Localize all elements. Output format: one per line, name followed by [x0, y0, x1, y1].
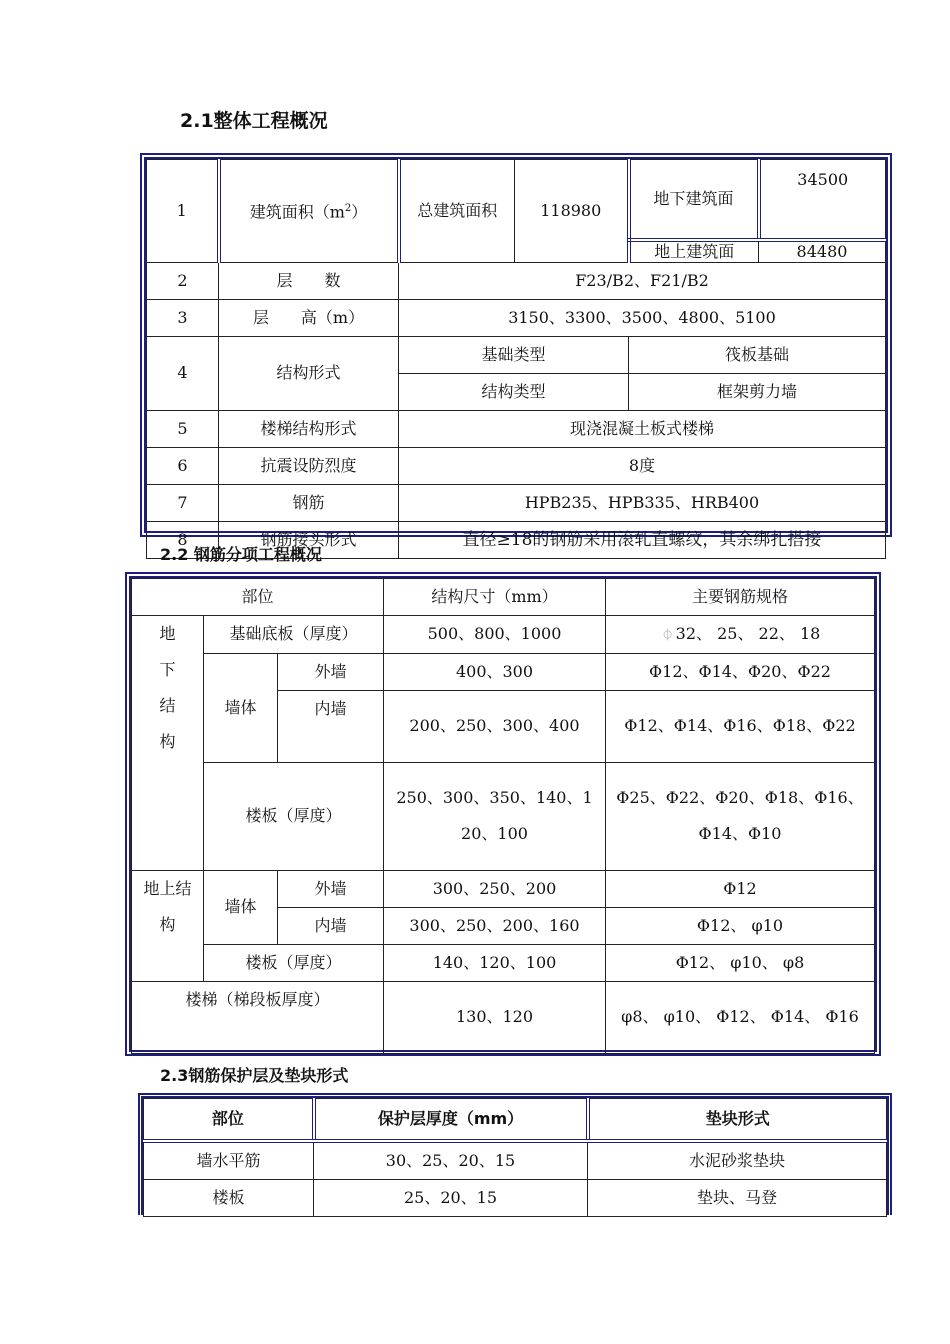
column-header: 部位 [132, 579, 384, 616]
row-label: 墙水平筋 [144, 1141, 314, 1180]
section-heading-rebar: 2.2 钢筋分项工程概况 [160, 545, 322, 564]
block-cell: 水泥砂浆垫块 [588, 1141, 887, 1180]
row-sublabel: 地下建筑面 [629, 160, 759, 240]
row-label: 内墙 [278, 907, 384, 944]
row-number: 7 [147, 484, 219, 521]
row-number: 1 [147, 160, 219, 263]
size-cell: 130、120 [384, 981, 606, 1053]
block-cell: 垫块、马登 [588, 1179, 887, 1216]
row-label: 墙体 [204, 653, 278, 762]
row-label: 墙体 [204, 870, 278, 944]
column-header: 保护层厚度（mm） [314, 1099, 588, 1141]
row-value: 直径≥18的钢筋采用滚轧直螺纹，其余绑扎搭接 [399, 521, 886, 558]
column-header: 垫块形式 [588, 1099, 887, 1141]
spec-cell: ⏀ 32、 25、 22、 18 [606, 616, 875, 654]
row-label: 楼板（厚度） [204, 762, 384, 870]
spec-cell: Φ12、Φ14、Φ16、Φ18、Φ22 [606, 690, 875, 762]
column-header: 主要钢筋规格 [606, 579, 875, 616]
row-sublabel: 总建筑面积 [399, 160, 515, 263]
row-label: 结构形式 [219, 336, 399, 410]
row-label: 内墙 [278, 690, 384, 762]
column-header: 部位 [144, 1099, 314, 1141]
row-label: 钢筋接头形式 [219, 521, 399, 558]
overview-table [140, 153, 892, 550]
size-cell: 250、300、350、140、120、100 [384, 762, 606, 870]
row-label: 层 高（m） [219, 299, 399, 336]
size-cell: 300、250、200、160 [384, 907, 606, 944]
row-label: 楼板 [144, 1179, 314, 1216]
row-label: 层 数 [219, 262, 399, 299]
row-value: 3150、3300、3500、4800、5100 [399, 299, 886, 336]
row-number: 6 [147, 447, 219, 484]
row-label: 外墙 [278, 870, 384, 907]
cover-cell: 30、25、20、15 [314, 1141, 588, 1180]
spec-cell: Φ12、Φ14、Φ20、Φ22 [606, 653, 875, 690]
row-label: 基础底板（厚度） [204, 616, 384, 654]
row-number: 4 [147, 336, 219, 410]
cover-cell: 25、20、15 [314, 1179, 588, 1216]
row-label: 钢筋 [219, 484, 399, 521]
size-cell: 500、800、1000 [384, 616, 606, 654]
row-value: 84480 [759, 240, 886, 263]
section-heading-cover: 2.3钢筋保护层及垫块形式 [160, 1066, 349, 1085]
row-value: F23/B2、F21/B2 [399, 262, 886, 299]
row-label: 建筑面积$(m^2)$ [219, 160, 399, 263]
spec-cell: Φ12、 φ10 [606, 907, 875, 944]
row-number: 5 [147, 410, 219, 447]
row-value: 现浇混凝土板式楼梯 [399, 410, 886, 447]
size-cell: 140、120、100 [384, 944, 606, 981]
row-label: 楼梯结构形式 [219, 410, 399, 447]
row-value: 筏板基础 [629, 336, 886, 373]
size-cell: 400、300 [384, 653, 606, 690]
rebar-grade-icon: ⏀ [661, 627, 674, 642]
spec-cell: Φ12 [606, 870, 875, 907]
row-label: 抗震设防烈度 [219, 447, 399, 484]
cover-table [138, 1093, 892, 1215]
spec-cell: Φ25、Φ22、Φ20、Φ18、Φ16、Φ14、Φ10 [606, 762, 875, 870]
row-value: HPB235、HPB335、HRB400 [399, 484, 886, 521]
row-value: 8度 [399, 447, 886, 484]
group-label: 地下结构 [132, 616, 204, 871]
row-sublabel: 基础类型 [399, 336, 629, 373]
row-label: 楼梯（梯段板厚度） [132, 981, 384, 1053]
row-value: 框架剪力墙 [629, 373, 886, 410]
row-value: 34500 [759, 160, 886, 240]
row-sublabel: 结构类型 [399, 373, 629, 410]
row-number: 8 [147, 521, 219, 558]
size-cell: 200、250、300、400 [384, 690, 606, 762]
row-sublabel: 地上建筑面 [629, 240, 759, 263]
size-cell: 300、250、200 [384, 870, 606, 907]
spec-cell: Φ12、 φ10、 φ8 [606, 944, 875, 981]
row-label: 外墙 [278, 653, 384, 690]
spec-cell: φ8、 φ10、 Φ12、 Φ14、 Φ16 [606, 981, 875, 1053]
row-label: 楼板（厚度） [204, 944, 384, 981]
row-number: 3 [147, 299, 219, 336]
rebar-table [125, 572, 881, 1056]
row-value: 118980 [515, 160, 629, 263]
row-number: 2 [147, 262, 219, 299]
group-label: 地上结构 [132, 870, 204, 981]
section-heading-overview: 2.1整体工程概况 [180, 110, 328, 132]
column-header: 结构尺寸（mm） [384, 579, 606, 616]
